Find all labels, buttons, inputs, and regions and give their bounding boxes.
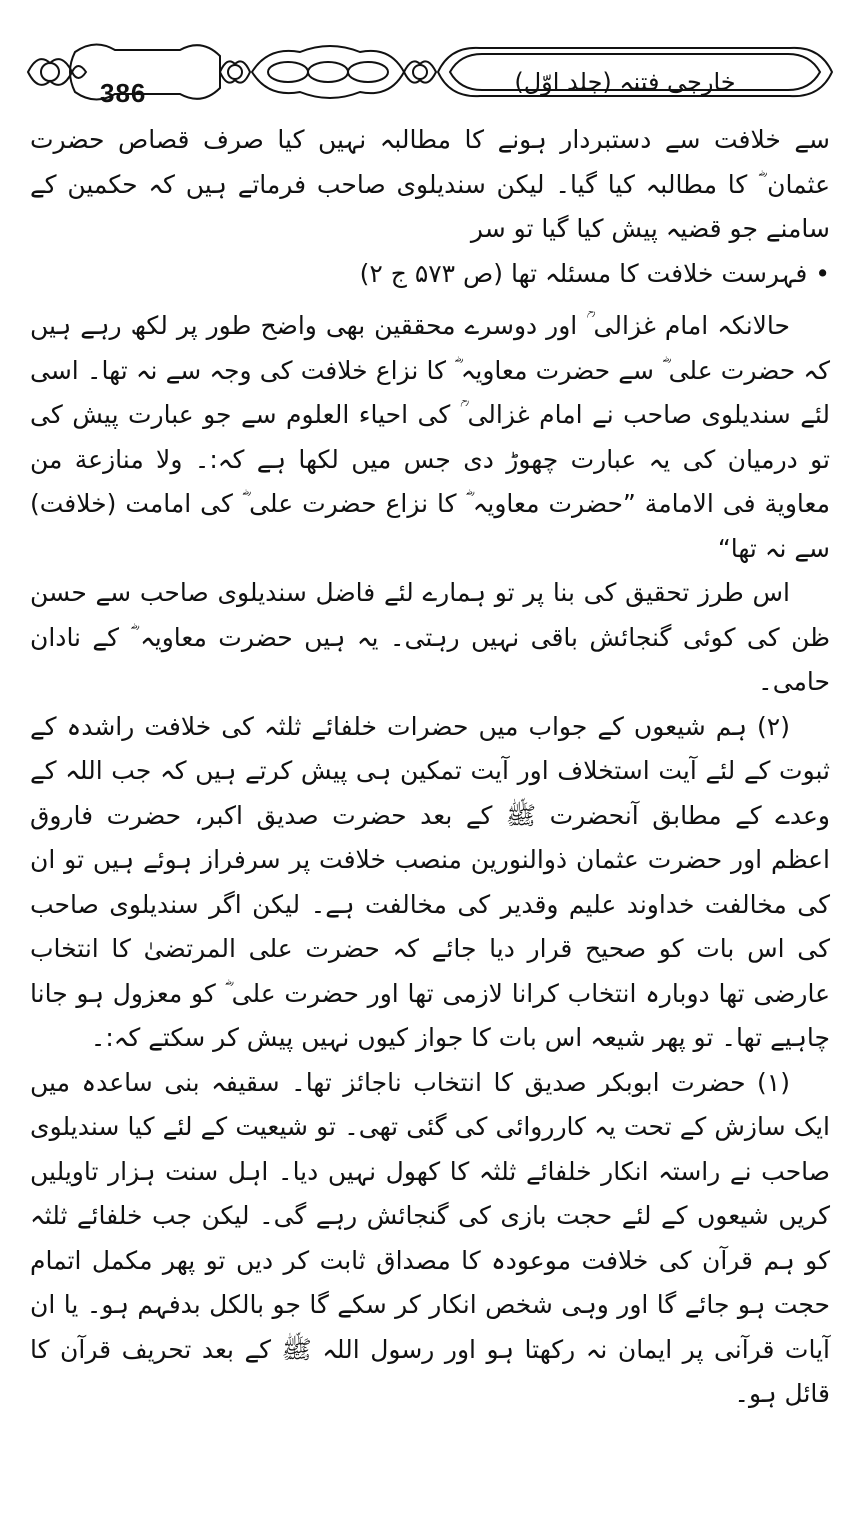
running-title: خارجی فتنہ (جلد اوّل) (514, 68, 736, 96)
floral-ornament-icon (220, 61, 250, 82)
paragraph: اس طرز تحقیق کی بنا پر تو ہمارے لئے فاضل سندیلوی صاحب سے حسن ظن کی کوئی گنجائش باقی نہیں رہتی۔ یہ ہیں حضرت معاویہ ؓ کے نادان حامی۔ (30, 578, 830, 696)
page-number: 386 (100, 78, 147, 108)
floral-ornament-icon (28, 59, 86, 85)
citation-line: • فہرست خلافت کا مسئلہ تھا (ص ۵۷۳ ج ۲) (359, 258, 830, 288)
page-header (20, 30, 840, 110)
paragraph: (۲) ہم شیعوں کے جواب میں حضرات خلفائے ثلثہ کی خلافت راشدہ کے ثبوت کے لئے آیت استخلاف اور آیت تمکین ہی پیش کرتے ہیں کہ جب اللہ کے وعدے کے مطابق آنحضرت ﷺ کے بعد حضرت صدیق اکبر، حضرت فاروق اعظم اور حضرت عثمان ذوالنورین منصب خلافت پر سرفراز ہوئے ہیں تو ان کی مخالفت خداوند علیم وقدیر کی مخالفت ہے۔ لیکن اگر سندیلوی صاحب کی اس بات کو صحیح قرار دیا جائے کہ حضرت علی المرتضیٰ کا انتخاب عارضی تھا دوبارہ انتخاب کرانا لازمی تھا اور حضرت علی ؓ کو معزول ہو جانا چاہیے تھا۔ تو پھر شیعہ اس بات کا جواز کیوں نہیں پیش کر سکتے کہ:۔ (30, 711, 830, 1052)
floral-ornament-icon (404, 61, 436, 82)
paragraph: سے خلافت سے دستبردار ہونے کا مطالبہ نہیں کیا صرف قصاص حضرت عثمان ؓ کا مطالبہ کیا گیا۔ لیکن سندیلوی صاحب فرماتے ہیں کہ حکمین کے سامنے جو قضیہ پیش کیا گیا تو سر (30, 125, 830, 243)
paragraph: (۱) حضرت ابوبکر صدیق کا انتخاب ناجائز تھا۔ سقیفہ بنی ساعدہ میں ایک سازش کے تحت یہ کارروائی کی گئی تھی۔ تو شیعیت کے لئے کیا سندیلوی صاحب نے راستہ انکار خلفائے ثلثہ کا کھول نہیں دیا۔ اہل سنت ہزار تاویلیں کریں شیعوں کے لئے حجت بازی کی گنجائش رہے گی۔ لیکن جب خلفائے ثلثہ کو ہم قرآن کی خلافت موعودہ کا مصداق ثابت کر دیں تو پھر مکمل اتمام حجت ہو جائے گا اور وہی شخص انکار کر سکے گا جو بالکل بدفہم ہو۔ یا ان آیات قرآنی پر ایمان نہ رکھتا ہو اور رسول اللہ ﷺ کے بعد تحریف قرآن کا قائل ہو۔ (30, 1067, 830, 1408)
main-text (30, 118, 830, 1417)
paragraph: حالانکہ امام غزالی ؒ اور دوسرے محققین بھی واضح طور پر لکھ رہے ہیں کہ حضرت علی ؓ سے حضرت معاویہ ؓ کا نزاع خلافت کی وجہ سے نہ تھا۔ اسی لئے سندیلوی صاحب نے امام غزالی ؒ کی احیاء العلوم سے جو عبارت پیش کی تو درمیان کی یہ عبارت چھوڑ دی جس میں لکھا ہے کہ:۔ ولا منازعة من معاوية فی الامامة ”حضرت معاویہ ؓ کا نزاع حضرت علی ؓ کی امامت (خلافت) سے نہ تھا“ (30, 311, 830, 563)
